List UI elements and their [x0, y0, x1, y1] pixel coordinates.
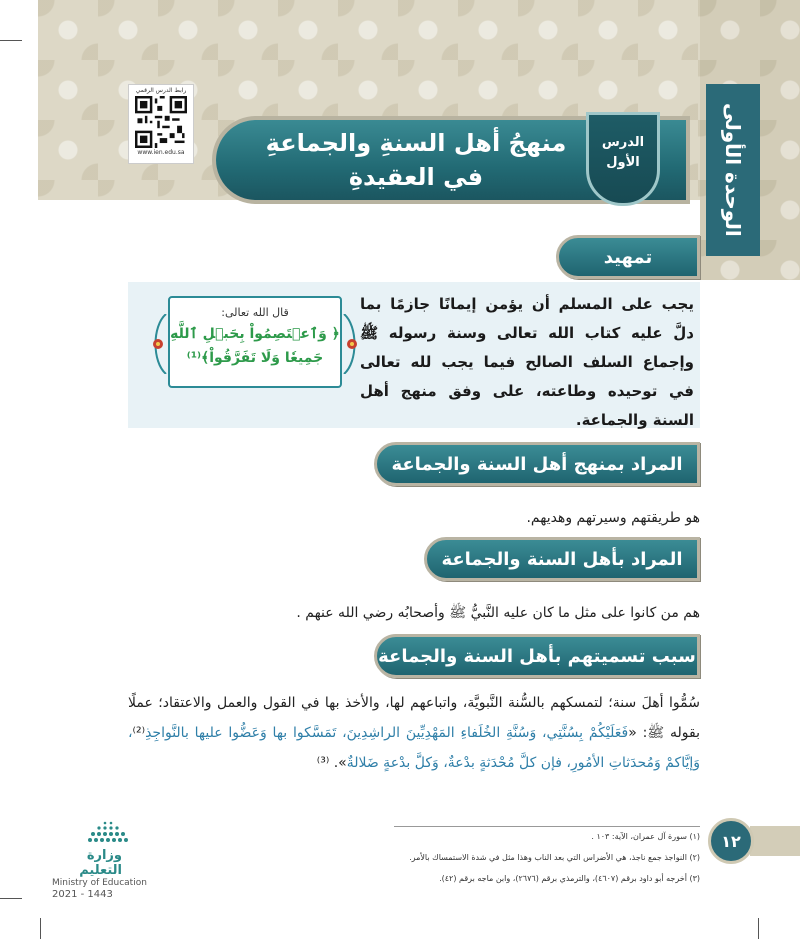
manhaj-definition: هو طريقتهم وسيرتهم وهديهم. — [526, 510, 700, 526]
section-header-ahl — [424, 537, 700, 581]
footnote-mark-2[interactable]: ⁽²⁾ — [132, 725, 146, 741]
ministry-name-en: Ministry of Education — [52, 878, 147, 888]
edition-year: 2021 - 1443 — [52, 889, 113, 900]
quran-quote-frame — [148, 290, 362, 400]
crop-mark — [40, 918, 41, 939]
section-header-manhaj-label: المراد بمنهج أهل السنة والجماعة — [391, 453, 683, 475]
ministry-name-ar: وزارة التعليم — [79, 848, 122, 878]
ahl-definition: هم من كانوا على مثل ما كان عليه النَّبيُّ ﷺ وأصحابُه رضي الله عنهم . — [296, 605, 700, 621]
quote-verse-line2: جَمِيعٗا وَلَا تَفَرَّقُواْ﴾⁽¹⁾ — [186, 350, 324, 366]
footnote-2: (٢) النواجذ جمع ناجذ، هي الأضراس التي بعد الناب وهذا مثل في شدة الاستمساك بالأمر. — [409, 853, 700, 862]
reason-text: سُمُّوا أهلَ سنة؛ لتمسكهم بالسُّنة النَّبويَّة، واتباعهم لها، والأخذ بها في القول والعمل والاعتقاد؛ عملًا بقوله ﷺ: « — [128, 695, 700, 741]
section-header-manhaj — [374, 442, 700, 486]
lesson-title-banner — [216, 112, 692, 206]
ornament-right-icon — [342, 314, 362, 374]
lesson-badge-line2: الأول — [606, 155, 640, 170]
ornament-left-icon — [148, 314, 168, 374]
footnote-1: (١) سورة آل عمران، الآية: ١٠٣ . — [591, 832, 700, 841]
crop-mark — [758, 918, 759, 939]
footnote-3: (٣) أخرجه أبو داود برقم (٤٦٠٧)، والترمذي برقم (٢٦٧٦)، وابن ماجه برقم (٤٢). — [439, 874, 700, 883]
unit-tab — [706, 84, 760, 256]
page-number-tab — [750, 826, 800, 856]
page-number — [708, 818, 754, 864]
quote-label: قال الله تعالى: — [221, 306, 289, 319]
intro-paragraph: يجب على المسلم أن يؤمن إيمانًا جازمًا بما دلَّ عليه كتاب الله تعالى وسنة رسوله ﷺ وإجماع السلف الصالح فيما يجب لله تعالى في توحيده وطاعته، على وفق منهج أهل السنة والجماعة. — [360, 295, 694, 429]
lesson-title — [246, 126, 586, 194]
crop-mark — [0, 40, 22, 41]
qr-code-card[interactable] — [128, 84, 194, 164]
lesson-title-line2: في العقيدةِ — [348, 163, 484, 191]
qr-caption: رابط الدرس الرقمي — [135, 87, 187, 94]
section-header-intro — [556, 235, 700, 279]
lesson-badge-line1: الدرس — [601, 135, 645, 150]
section-header-reason-label: سبب تسميتهم بأهل السنة والجماعة — [378, 645, 696, 667]
unit-tab-label: الوحدة الأولى — [721, 103, 745, 237]
qr-url[interactable]: www.ien.edu.sa — [137, 149, 185, 156]
crop-mark — [0, 898, 22, 899]
qr-code-icon — [135, 96, 187, 148]
section-header-ahl-label: المراد بأهل السنة والجماعة — [441, 548, 683, 570]
ministry-emblem-icon — [86, 820, 130, 846]
page-number-label: ١٢ — [721, 831, 741, 851]
quran-quote — [168, 296, 342, 388]
hadith-text-part2: ، وَإيَّاكمْ وَمُحدَثاتِ الأمُورِ، فإن كلَّ مُحْدَثةٍ بدْعةٌ، وَكلَّ بدْعةٍ ضَلالةٌ — [128, 725, 700, 771]
hadith-text-part1: فَعَلَيْكُمْ بِسُنَّتِي، وَسُنَّةِ الخُلَفاءِ المَهْدِيِّينَ الراشِدِينَ، تَمَسَّكوا بها وَعَضُّوا عليها بالنَّواجِذِ — [145, 725, 629, 741]
ministry-logo — [52, 820, 162, 900]
footnote-mark-3[interactable]: ». ⁽³⁾ — [316, 755, 347, 771]
section-header-intro-label: تمهيد — [603, 246, 653, 268]
footnote-divider — [394, 826, 700, 827]
section-header-reason — [374, 634, 700, 678]
lesson-number-badge — [586, 112, 660, 206]
quote-verse-line1: ﴿ وَٱعۡتَصِمُواْ بِحَبۡلِ ٱللَّهِ — [170, 326, 340, 342]
lesson-title-line1: منهجُ أهل السنةِ والجماعةِ — [265, 129, 567, 157]
reason-paragraph — [128, 688, 700, 778]
